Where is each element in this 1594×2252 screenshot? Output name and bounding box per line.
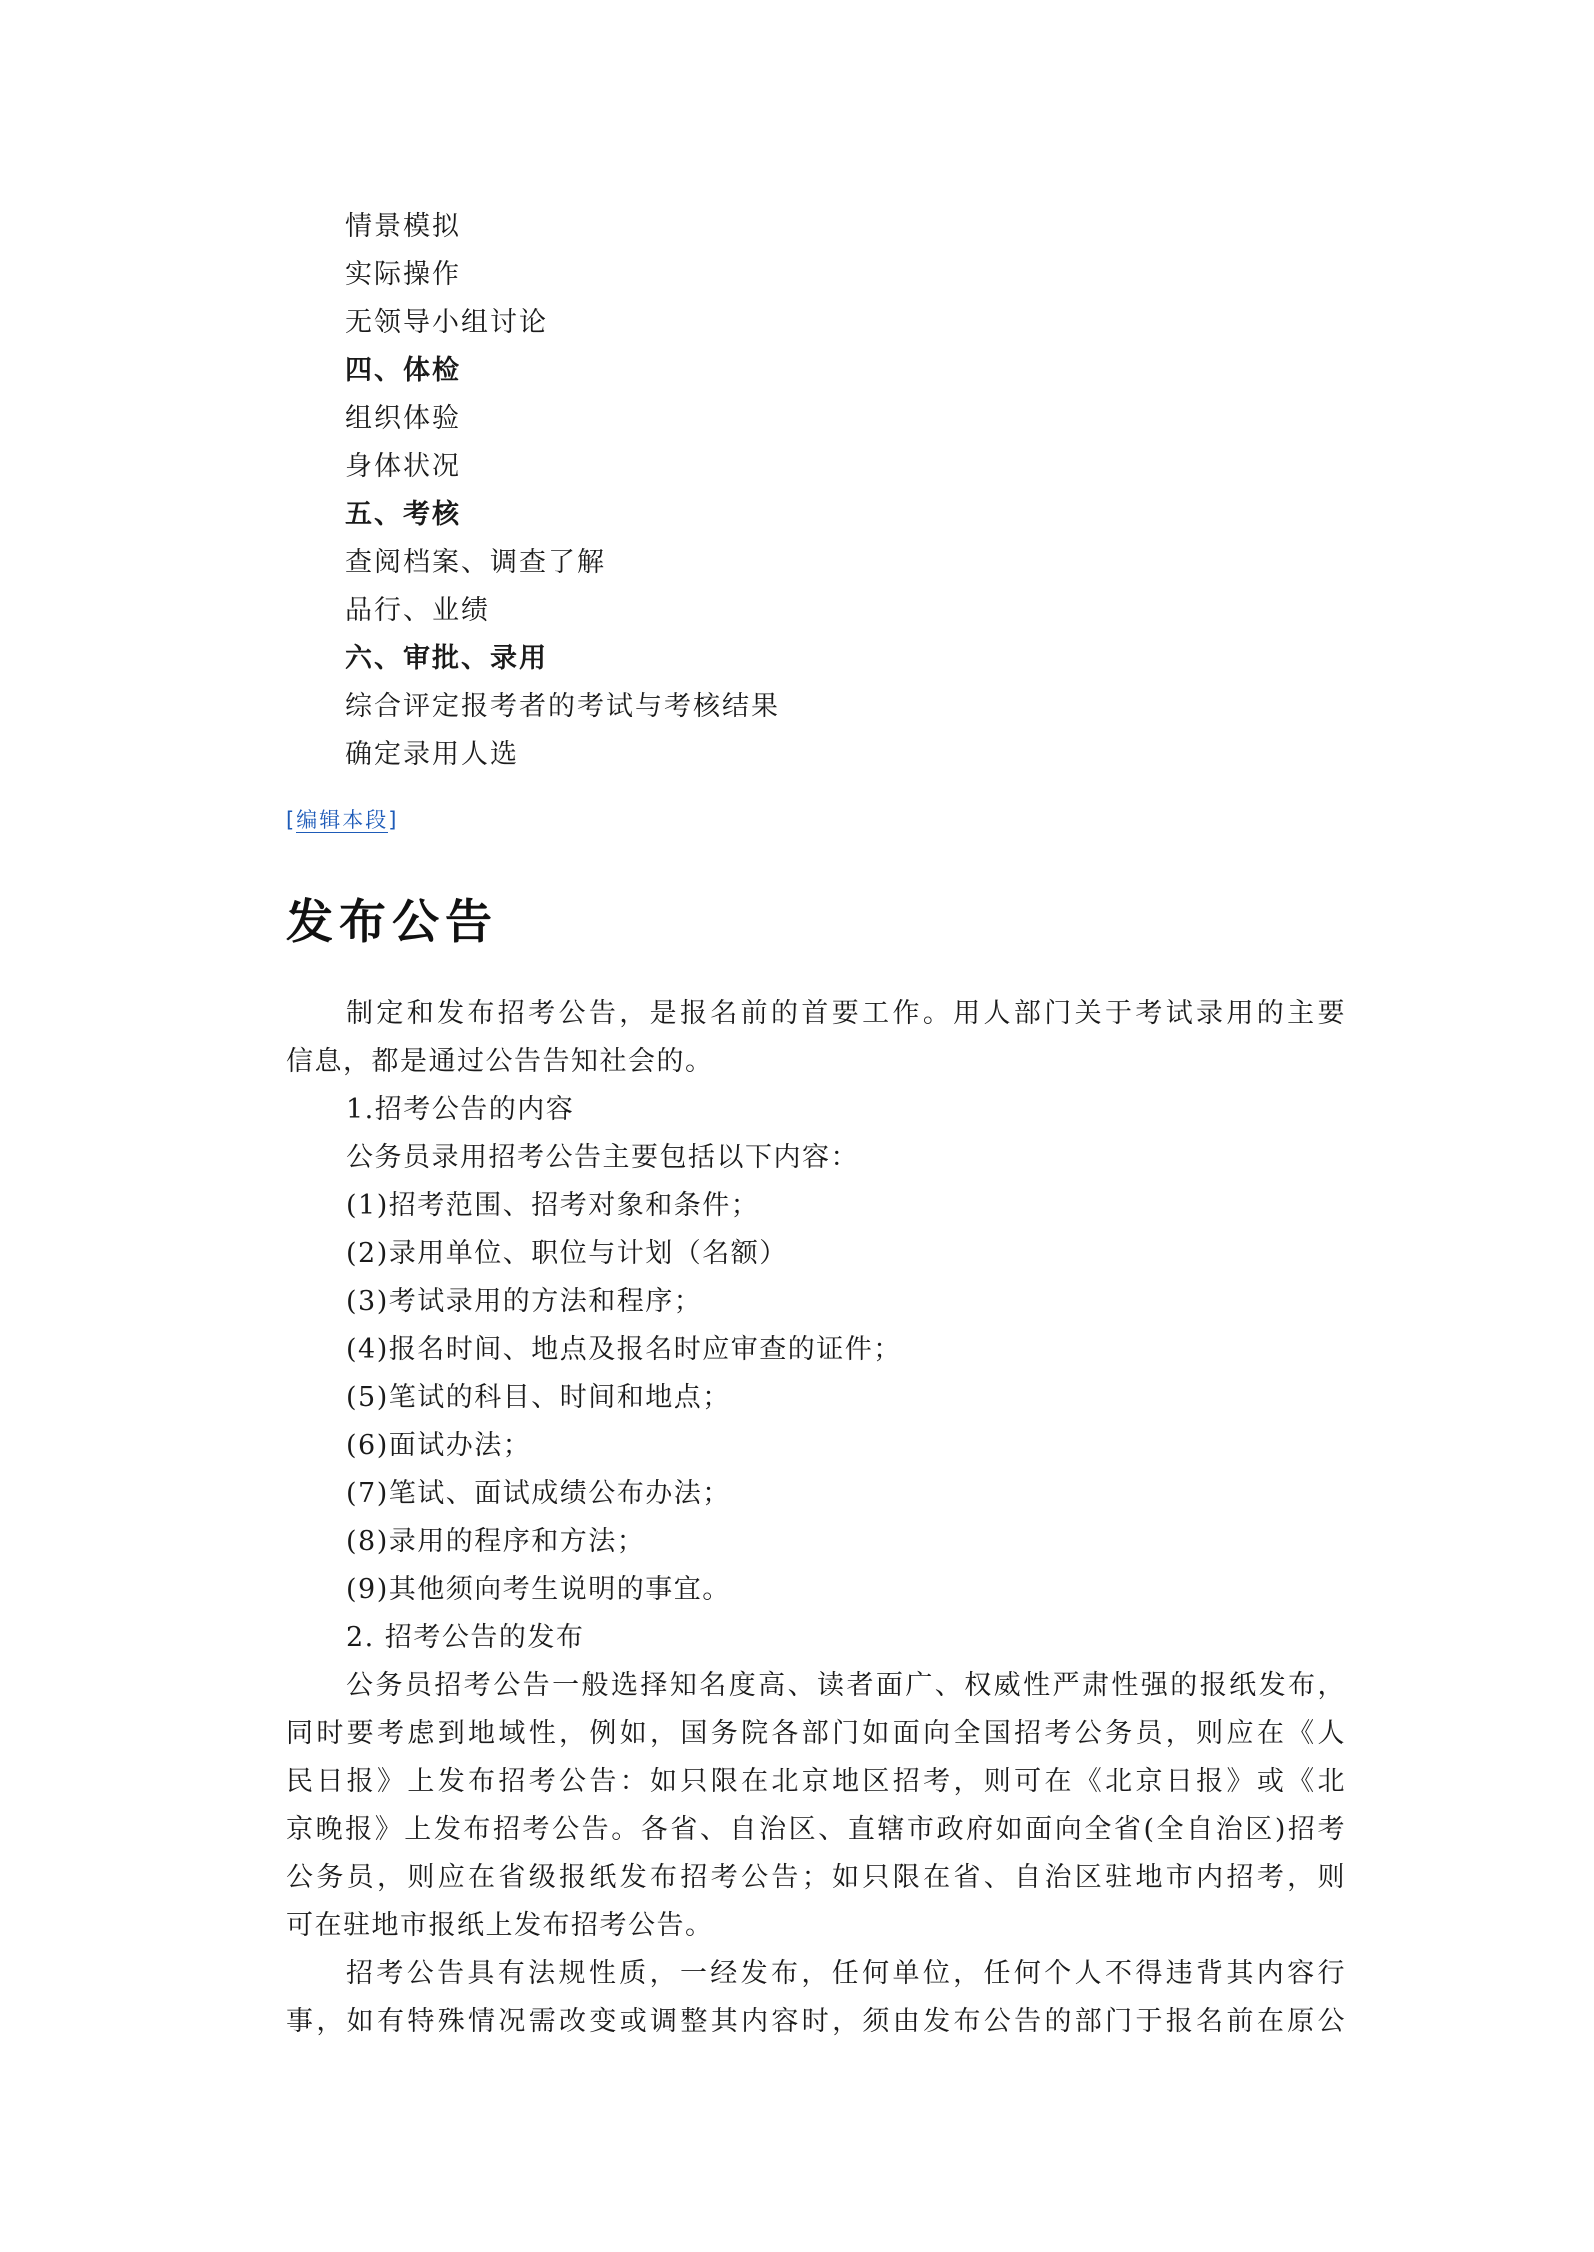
list-heading: 四、体检: [345, 355, 461, 386]
list-item: 查阅档案、调查了解: [345, 547, 606, 578]
body-text-line: (1)招考范围、招考对象和条件；: [346, 1190, 760, 1221]
list-item: 品行、业绩: [345, 595, 490, 626]
edit-link-close-bracket: ]: [388, 808, 399, 832]
section-title: 发布公告: [286, 895, 498, 950]
body-text-line: 事，如有特殊情况需改变或调整其内容时，须由发布公告的部门于报名前在原公: [286, 2006, 1346, 2037]
list-item: 组织体验: [345, 403, 461, 434]
body-text-line: (7)笔试、面试成绩公布办法；: [346, 1478, 731, 1509]
list-heading: 六、审批、录用: [345, 643, 548, 674]
body-text-line: 信息，都是通过公告告知社会的。: [286, 1046, 714, 1077]
body-text-line: (5)笔试的科目、时间和地点；: [346, 1382, 731, 1413]
body-text-line: (4)报名时间、地点及报名时应审查的证件；: [346, 1334, 902, 1365]
body-text-line: 公务员，则应在省级报纸发布招考公告；如只限在省、自治区驻地市内招考，则: [286, 1862, 1346, 1893]
body-text-line: 1.招考公告的内容: [346, 1094, 575, 1125]
body-text-line: 同时要考虑到地域性，例如，国务院各部门如面向全国招考公务员，则应在《人: [286, 1718, 1346, 1749]
edit-section-link[interactable]: [286, 805, 398, 835]
body-text-line: 招考公告具有法规性质，一经发布，任何单位，任何个人不得违背其内容行: [346, 1958, 1346, 1989]
body-text-line: 公务员录用招考公告主要包括以下内容：: [346, 1142, 859, 1173]
body-text-line: 2. 招考公告的发布: [346, 1622, 585, 1653]
body-text-line: (6)面试办法；: [346, 1430, 532, 1461]
body-text-line: (8)录用的程序和方法；: [346, 1526, 646, 1557]
body-text-line: (2)录用单位、职位与计划（名额）: [346, 1238, 788, 1269]
list-item: 综合评定报考者的考试与考核结果: [345, 691, 780, 722]
body-text-line: 可在驻地市报纸上发布招考公告。: [286, 1910, 714, 1941]
body-text-line: (9)其他须向考生说明的事宜。: [346, 1574, 731, 1605]
list-item: 身体状况: [345, 451, 461, 482]
procedure-list: [345, 203, 1345, 779]
section-body: [286, 990, 1346, 2046]
body-text-line: 京晚报》上发布招考公告。各省、自治区、直辖市政府如面向全省(全自治区)招考: [286, 1814, 1346, 1845]
list-item: 确定录用人选: [345, 739, 519, 770]
edit-link-open-bracket: [: [286, 808, 297, 832]
list-item: 无领导小组讨论: [345, 307, 548, 338]
list-heading: 五、考核: [345, 499, 461, 530]
list-item: 实际操作: [345, 259, 461, 290]
body-text-line: (3)考试录用的方法和程序；: [346, 1286, 703, 1317]
body-text-line: 民日报》上发布招考公告：如只限在北京地区招考，则可在《北京日报》或《北: [286, 1766, 1346, 1797]
body-text-line: 公务员招考公告一般选择知名度高、读者面广、权威性严肃性强的报纸发布，: [346, 1670, 1346, 1701]
body-text-line: 制定和发布招考公告，是报名前的首要工作。用人部门关于考试录用的主要: [346, 998, 1346, 1029]
list-item: 情景模拟: [345, 211, 461, 242]
edit-link-label[interactable]: 编辑本段: [296, 808, 389, 832]
